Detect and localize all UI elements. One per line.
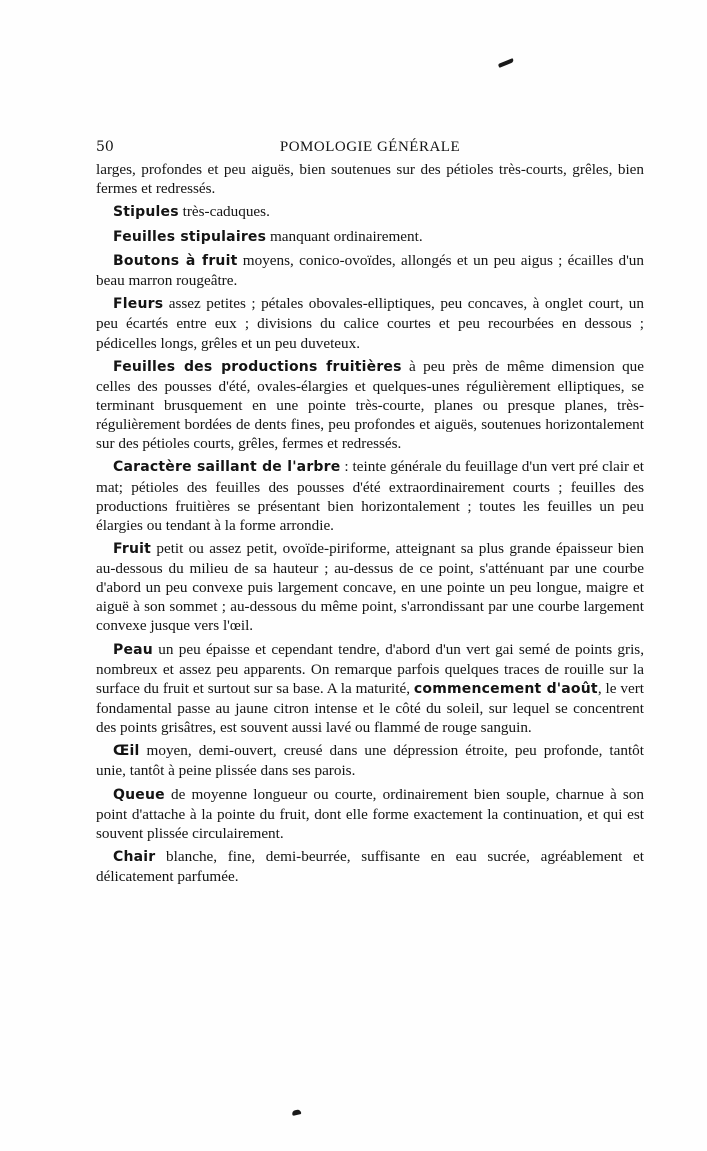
paragraph-text: moyen, demi-ouvert, creusé dans une dépression étroite, peu profonde, tantôt unie, tantôt à peine plissée dans ses parois. bbox=[96, 742, 644, 780]
page-header bbox=[96, 137, 644, 157]
page-number: 50 bbox=[96, 139, 114, 155]
term-inline-maturity: commencement d'août bbox=[413, 680, 598, 697]
paragraph-text: assez petites ; pétales obovales-elliptiques, peu concaves, à onglet court, un peu écartés entre eux ; divisions du calice courtes et peu recourbées en dessous ; pédicelles longs, grêles et un peu duveteux. bbox=[96, 295, 644, 352]
paragraph-fleurs bbox=[96, 294, 644, 352]
paragraph-feuilles-stipulaires bbox=[96, 227, 644, 247]
paragraph-boutons-a-fruit bbox=[96, 251, 644, 290]
paragraph-text: : teinte générale du feuillage d'un vert pré clair et mat; pétioles des feuilles des pousses d'été extraordinairement courts ; feuilles des productions fruitières se présentant bien horizontalement ; toutes les feuilles un peu élargies ou tendant à la forme arrondie. bbox=[96, 458, 644, 534]
term-heading: Boutons à fruit bbox=[113, 252, 238, 269]
paragraph-text: de moyenne longueur ou courte, ordinairement bien souple, charnue à son point d'attache à la pointe du fruit, dont elle forme exactement la continuation, et qui est souvent plissée circulairement. bbox=[96, 785, 644, 842]
paragraph-stipules bbox=[96, 202, 644, 222]
paragraph-text: à peu près de même dimension que celles des pousses d'été, ovales-élargies et quelques-unes régulièrement elliptiques, se terminant brusquement en une pointe très-courte, planes ou presque planes, très-régulièrement bordées de dents fines, peu profondes et aiguës, soutenues horizontalement sur des pétioles courts, grêles, fermes et redressés. bbox=[96, 357, 645, 453]
term-heading: Stipules bbox=[113, 204, 179, 221]
paragraph-feuilles-productions bbox=[96, 357, 644, 453]
paragraph-text: un peu épaisse et cependant tendre, d'abord d'un vert gai semé de points gris, nombreux et assez peu apparents. On remarque parfois quelques traces de rouille sur la surface du fruit et surtout sur sa base. A la maturité, bbox=[96, 640, 644, 697]
paragraph-text: larges, profondes et peu aiguës, bien soutenues sur des pétioles très-courts, grêles, bien fermes et redressés. bbox=[96, 161, 644, 198]
ink-speck-bottom bbox=[292, 1109, 302, 1116]
term-heading: Fruit bbox=[113, 541, 152, 557]
term-heading: Feuilles des productions fruitières bbox=[113, 358, 402, 375]
term-heading: Feuilles stipulaires bbox=[113, 228, 267, 245]
term-heading: Fleurs bbox=[113, 296, 164, 313]
paragraph-text: moyens, conico-ovoïdes, allongés et un peu aigus ; écailles d'un beau marron rougeâtre. bbox=[96, 251, 644, 290]
paragraph-oeil bbox=[96, 741, 644, 780]
paragraph-chair bbox=[96, 847, 644, 886]
paragraph-peau bbox=[96, 640, 644, 737]
paragraph-queue bbox=[96, 785, 644, 843]
ink-speck-top bbox=[498, 58, 514, 68]
body-text bbox=[96, 160, 644, 891]
paragraph-text: blanche, fine, demi-beurrée, suffisante en eau sucrée, agréablement et délicatement parfumée. bbox=[96, 848, 644, 886]
term-heading: Chair bbox=[113, 849, 156, 866]
paragraph-caractere-saillant bbox=[96, 457, 644, 534]
paragraph-text-continued: , le vert fondamental passe au jaune citron intense et le côté du soleil, sur lequel se concentrent des points grisâtres, est souvent aussi lavé ou flammé de rouge sanguin. bbox=[96, 679, 644, 737]
paragraph-text: manquant ordinairement. bbox=[266, 227, 423, 245]
term-heading: Caractère saillant de l'arbre bbox=[113, 459, 341, 476]
term-heading: Peau bbox=[113, 641, 153, 658]
running-title: POMOLOGIE GÉNÉRALE bbox=[279, 139, 461, 155]
paragraph-fruit bbox=[96, 539, 644, 635]
paragraph-text: petit ou assez petit, ovoïde-piriforme, atteignant sa plus grande épaisseur bien au-dessous du milieu de sa hauteur ; au-dessus de ce point, s'atténuant par une courbe d'abord un peu convexe puis largement concave, en une pointe un peu longue, maigre et aiguë à son sommet ; au-dessous du même point, s'arrondissant par une courbe largement convexe jusque vers l'œil. bbox=[96, 540, 644, 635]
paragraph-text: très-caduques. bbox=[178, 203, 270, 221]
paragraph-continuation bbox=[96, 160, 644, 198]
term-heading: Œil bbox=[113, 743, 140, 760]
term-heading: Queue bbox=[113, 786, 165, 803]
